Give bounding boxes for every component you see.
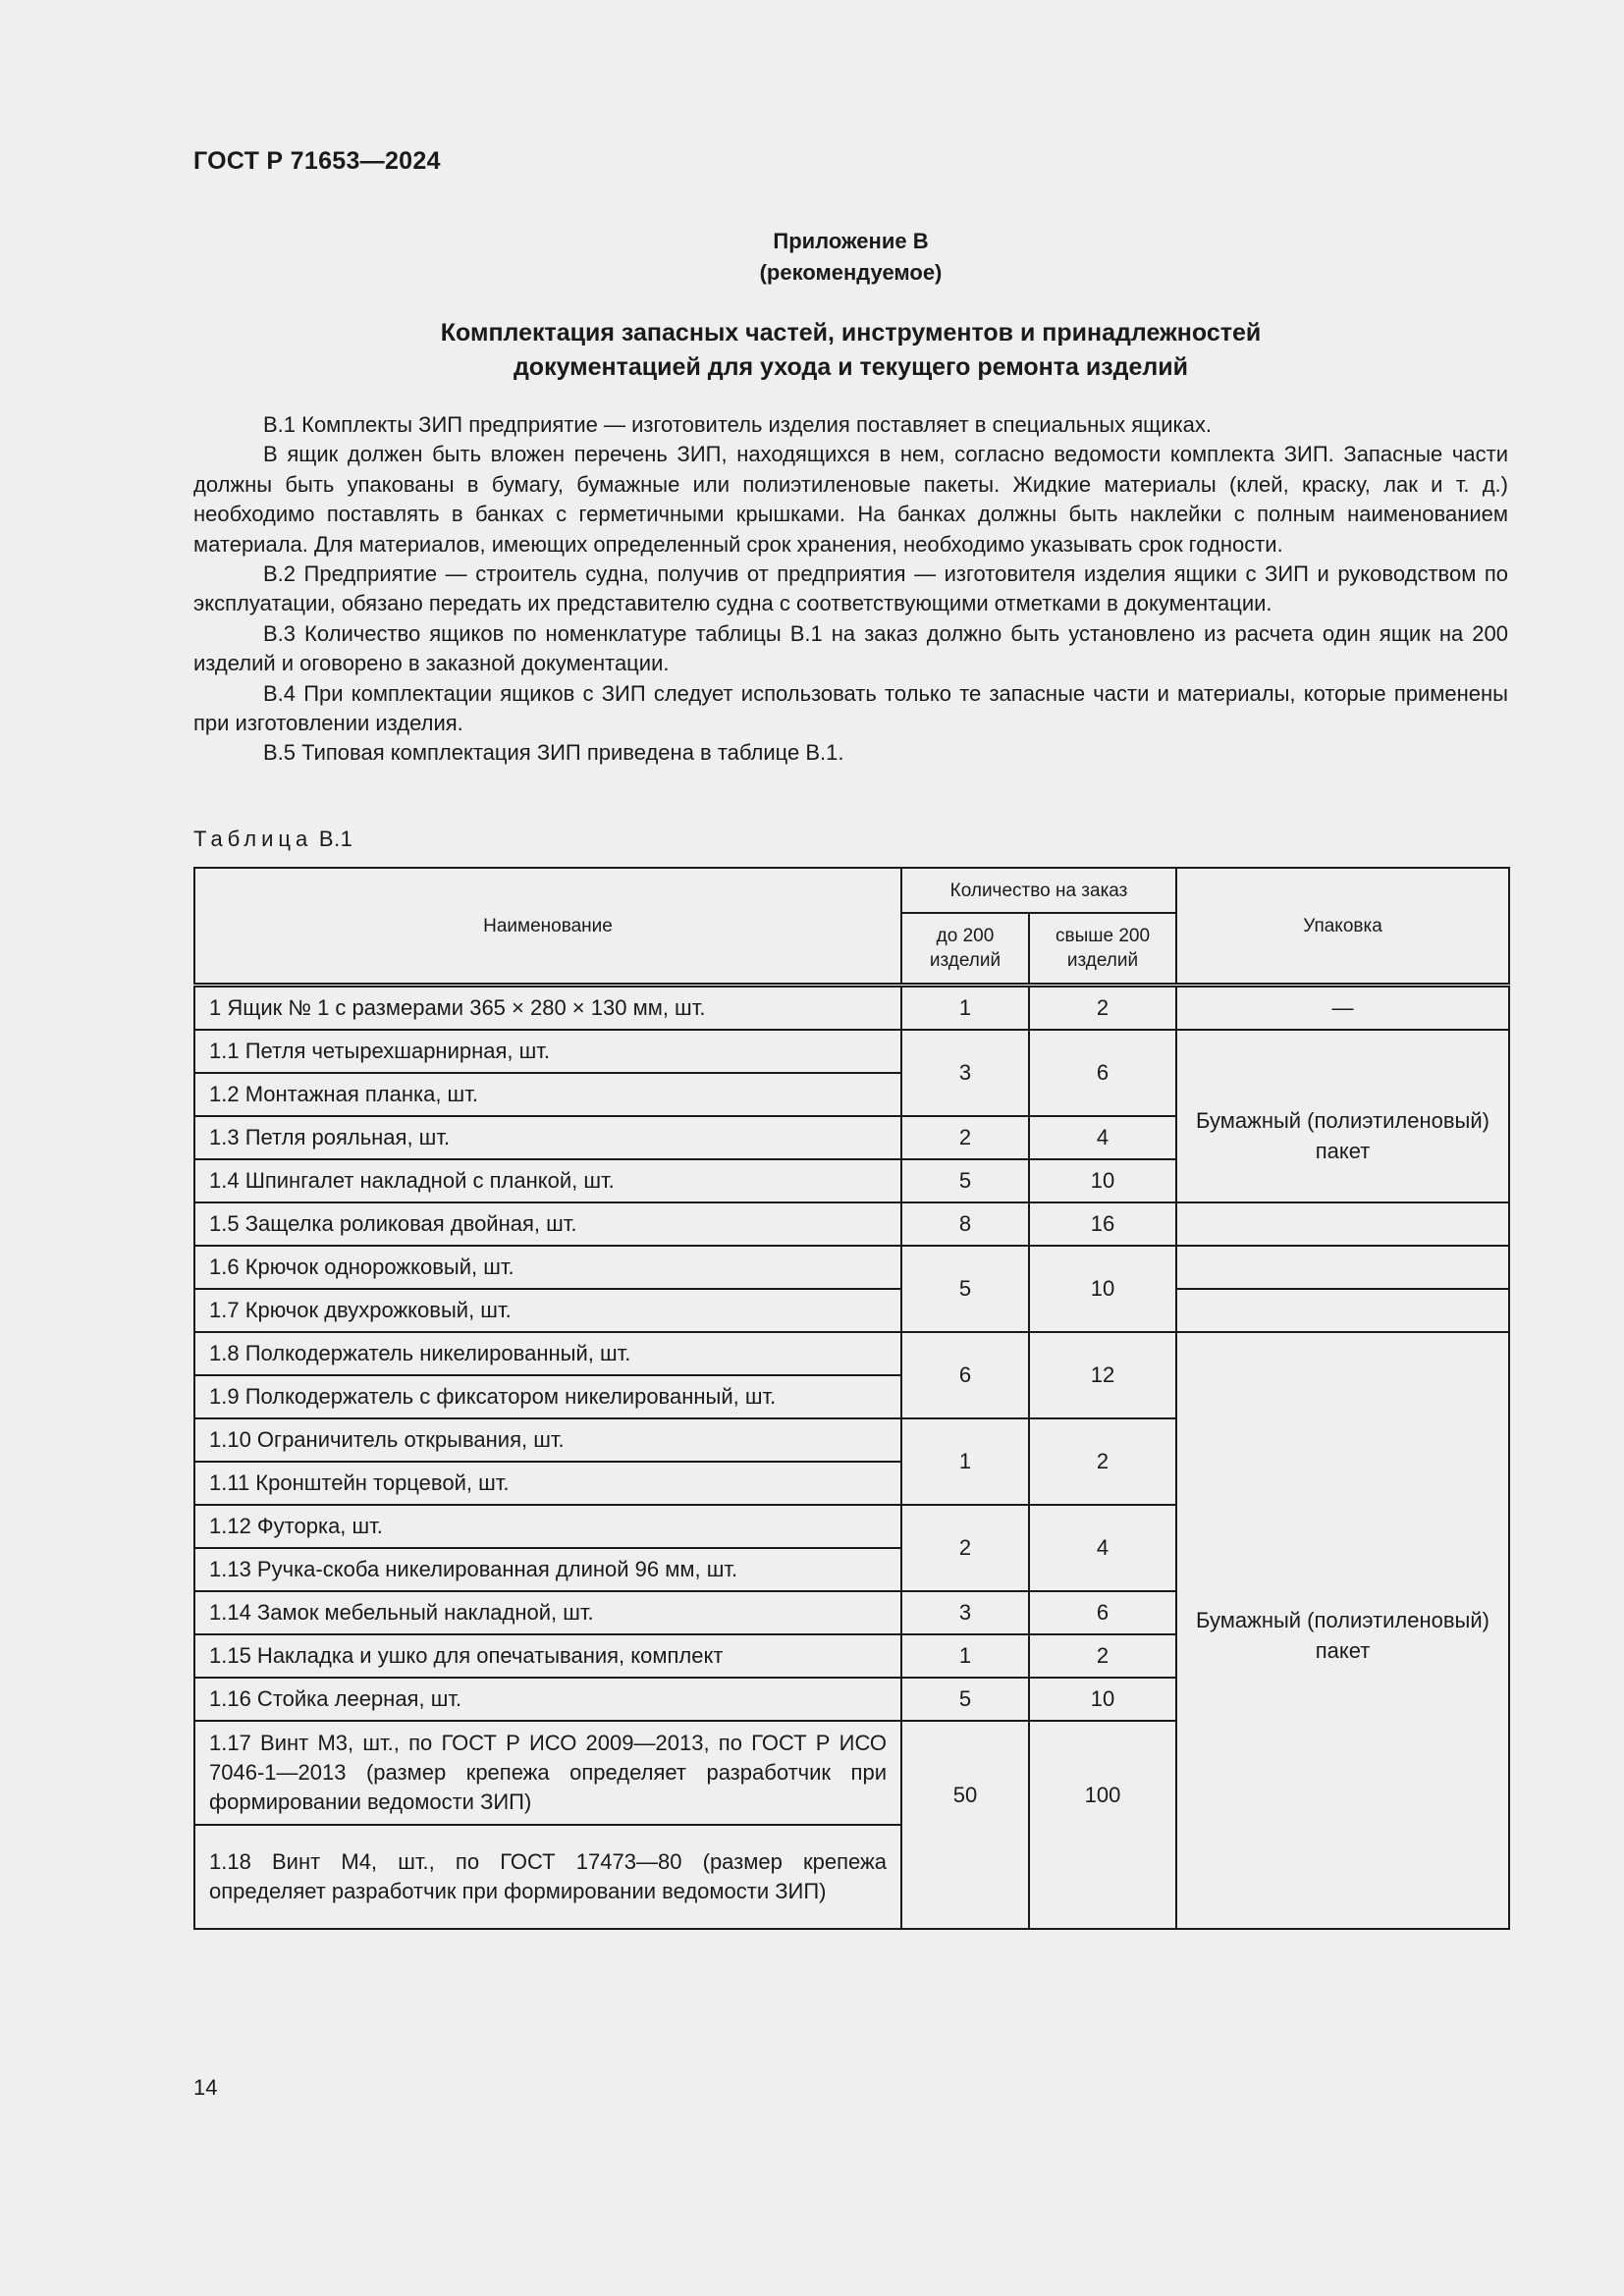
- qty-over-200: 2: [1029, 1418, 1176, 1505]
- qty-upto-200: 2: [901, 1116, 1029, 1159]
- table-row: [194, 1246, 1509, 1289]
- table-row: [194, 1332, 1509, 1375]
- qty-over-200: 10: [1029, 1678, 1176, 1721]
- body-text: [193, 410, 1508, 769]
- item-name: 1.1 Петля четырехшарнирная, шт.: [194, 1030, 901, 1073]
- qty-upto-200: 8: [901, 1202, 1029, 1246]
- packaging: Бумажный (полиэтиленовый) пакет: [1176, 1030, 1509, 1202]
- qty-over-200: 16: [1029, 1202, 1176, 1246]
- qty-upto-200: 6: [901, 1332, 1029, 1418]
- item-name: 1.7 Крючок двухрожковый, шт.: [194, 1289, 901, 1332]
- header-name: Наименование: [194, 868, 901, 986]
- appendix-title: Приложение В: [773, 229, 929, 253]
- qty-over-200: 100: [1029, 1721, 1176, 1929]
- qty-upto-200: 1: [901, 1634, 1029, 1678]
- table-row: [194, 986, 1509, 1031]
- header-over-200: свыше 200 изделий: [1029, 913, 1176, 986]
- paragraph-b5: В.5 Типовая комплектация ЗИП приведена в таблице В.1.: [263, 740, 844, 766]
- qty-upto-200: 5: [901, 1159, 1029, 1202]
- packaging: [1176, 1289, 1509, 1332]
- qty-upto-200: 3: [901, 1591, 1029, 1634]
- section-title-line-1: Комплектация запасных частей, инструментов и принадлежностей: [440, 319, 1262, 347]
- qty-upto-200: 1: [901, 1418, 1029, 1505]
- table-caption-word: Таблица: [193, 827, 313, 851]
- qty-upto-200: 50: [901, 1721, 1029, 1929]
- page-number: 14: [193, 2075, 218, 2100]
- table-row: [194, 1289, 1509, 1332]
- table-row: [194, 1030, 1509, 1073]
- qty-upto-200: 5: [901, 1246, 1029, 1332]
- item-name: 1.2 Монтажная планка, шт.: [194, 1073, 901, 1116]
- appendix-status: (рекомендуемое): [759, 260, 943, 285]
- appendix-heading: [193, 226, 1508, 289]
- qty-over-200: 10: [1029, 1246, 1176, 1332]
- item-name: 1.12 Футорка, шт.: [194, 1505, 901, 1548]
- item-name: 1.5 Защелка роликовая двойная, шт.: [194, 1202, 901, 1246]
- packaging: [1176, 1202, 1509, 1246]
- qty-over-200: 4: [1029, 1116, 1176, 1159]
- table-caption-number: В.1: [318, 827, 353, 851]
- item-name: 1.15 Накладка и ушко для опечатывания, комплект: [194, 1634, 901, 1678]
- paragraph-b1: В.1 Комплекты ЗИП предприятие — изготовитель изделия поставляет в специальных ящиках.: [263, 412, 1212, 437]
- section-title: [193, 316, 1508, 385]
- paragraph-b3: В.3 Количество ящиков по номенклатуре таблицы В.1 на заказ должно быть установлено из расчета один ящик на 200 изделий и оговорено в заказной документации.: [193, 620, 1508, 676]
- qty-over-200: 2: [1029, 986, 1176, 1031]
- item-name: 1.4 Шпингалет накладной с планкой, шт.: [194, 1159, 901, 1202]
- parts-table: [193, 867, 1510, 1930]
- item-name: 1.16 Стойка леерная, шт.: [194, 1678, 901, 1721]
- qty-upto-200: 2: [901, 1505, 1029, 1591]
- item-name: 1.17 Винт М3, шт., по ГОСТ Р ИСО 2009—2013, по ГОСТ Р ИСО 7046-1—2013 (размер крепежа определяет разработчик при формировании ведомости ЗИП): [194, 1721, 901, 1825]
- packaging: [1176, 1246, 1509, 1289]
- qty-upto-200: 3: [901, 1030, 1029, 1116]
- item-name: 1.14 Замок мебельный накладной, шт.: [194, 1591, 901, 1634]
- qty-over-200: 6: [1029, 1030, 1176, 1116]
- table-caption: [193, 827, 352, 852]
- header-upto-200: до 200 изделий: [901, 913, 1029, 986]
- item-name: 1 Ящик № 1 с размерами 365 × 280 × 130 мм, шт.: [194, 986, 901, 1031]
- item-name: 1.8 Полкодержатель никелированный, шт.: [194, 1332, 901, 1375]
- item-name: 1.13 Ручка-скоба никелированная длиной 96 мм, шт.: [194, 1548, 901, 1591]
- item-name: 1.18 Винт М4, шт., по ГОСТ 17473—80 (размер крепежа определяет разработчик при формировании ведомости ЗИП): [194, 1825, 901, 1929]
- header-packaging: Упаковка: [1176, 868, 1509, 986]
- qty-over-200: 2: [1029, 1634, 1176, 1678]
- item-name: 1.3 Петля рояльная, шт.: [194, 1116, 901, 1159]
- qty-over-200: 10: [1029, 1159, 1176, 1202]
- section-title-line-2: документацией для ухода и текущего ремонта изделий: [513, 353, 1189, 381]
- qty-over-200: 12: [1029, 1332, 1176, 1418]
- header-quantity: Количество на заказ: [901, 868, 1176, 913]
- item-name: 1.11 Кронштейн торцевой, шт.: [194, 1462, 901, 1505]
- qty-over-200: 4: [1029, 1505, 1176, 1591]
- item-name: 1.9 Полкодержатель с фиксатором никелированный, шт.: [194, 1375, 901, 1418]
- qty-upto-200: 1: [901, 986, 1029, 1031]
- packaging: —: [1176, 986, 1509, 1031]
- table-row: [194, 1202, 1509, 1246]
- paragraph-b2: В.2 Предприятие — строитель судна, получив от предприятия — изготовителя изделия ящики с ЗИП и руководством по эксплуатации, обязано передать их представителю судна с соответствующими отметками в документации.: [193, 561, 1508, 616]
- qty-upto-200: 5: [901, 1678, 1029, 1721]
- paragraph-b4: В.4 При комплектации ящиков с ЗИП следует использовать только те запасные части и материалы, которые применены при изготовлении изделия.: [193, 680, 1508, 736]
- qty-over-200: 6: [1029, 1591, 1176, 1634]
- item-name: 1.6 Крючок однорожковый, шт.: [194, 1246, 901, 1289]
- item-name: 1.10 Ограничитель открывания, шт.: [194, 1418, 901, 1462]
- packaging: Бумажный (полиэтиленовый) пакет: [1176, 1332, 1509, 1929]
- paragraph-b1-cont: В ящик должен быть вложен перечень ЗИП, находящихся в нем, согласно ведомости комплекта ЗИП. Запасные части должны быть упакованы в бумагу, бумажные или полиэтиленовые пакеты. Жидкие материалы (клей, краску, лак и т. д.) необходимо поставлять в банках с герметичными крышками. На банках должны быть наклейки с полным наименованием материала. Для материалов, имеющих определенный срок хранения, необходимо указывать срок годности.: [193, 442, 1508, 557]
- document-code: ГОСТ Р 71653—2024: [193, 147, 441, 175]
